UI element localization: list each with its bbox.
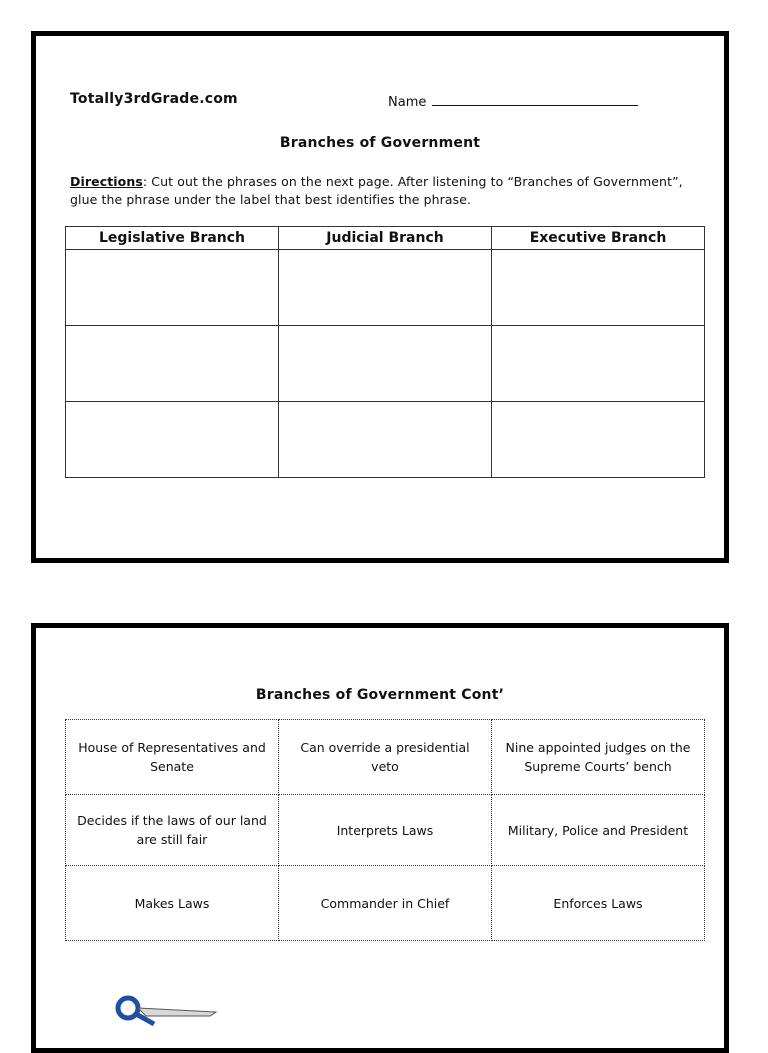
scissors-icon	[106, 994, 226, 1034]
phrase-cell: Can override a presidential veto	[279, 720, 492, 795]
phrase-cell: House of Representatives and Senate	[66, 720, 279, 795]
phrase-cell: Interprets Laws	[279, 795, 492, 866]
phrase-cell: Decides if the laws of our land are still fair	[66, 795, 279, 866]
header-row	[66, 227, 705, 250]
column-header-legislative: Legislative Branch	[66, 227, 279, 250]
phrase-cutout-table	[65, 719, 705, 941]
worksheet-page-1	[31, 31, 729, 563]
blank-cell	[279, 250, 492, 326]
blank-cell	[279, 402, 492, 478]
blank-cell	[279, 326, 492, 402]
phrase-cell: Enforces Laws	[492, 866, 705, 941]
name-blank-line	[432, 93, 638, 106]
blank-cell	[66, 250, 279, 326]
phrase-cell: Commander in Chief	[279, 866, 492, 941]
directions	[70, 173, 700, 209]
table-row	[66, 326, 705, 402]
page-title-continued: Branches of Government Cont’	[255, 687, 505, 703]
table-row	[66, 720, 705, 795]
worksheet-page-2	[31, 623, 729, 1053]
branch-sort-table	[65, 226, 705, 478]
blank-cell	[492, 250, 705, 326]
table-row	[66, 402, 705, 478]
name-label: Name	[388, 95, 427, 110]
column-header-executive: Executive Branch	[492, 227, 705, 250]
blank-cell	[66, 326, 279, 402]
table-row	[66, 795, 705, 866]
site-name: Totally3rdGrade.com	[70, 91, 238, 107]
blank-cell	[492, 326, 705, 402]
blank-cell	[492, 402, 705, 478]
phrase-cell: Makes Laws	[66, 866, 279, 941]
directions-text: : Cut out the phrases on the next page. After listening to “Branches of Government”, glue the phrase under the label that best identifies the phrase.	[70, 174, 683, 207]
table-row	[66, 250, 705, 326]
table-row	[66, 866, 705, 941]
name-field	[388, 93, 638, 110]
phrase-cell: Military, Police and President	[492, 795, 705, 866]
directions-label: Directions	[70, 174, 143, 189]
page-title: Branches of Government	[279, 135, 481, 151]
column-header-judicial: Judicial Branch	[279, 227, 492, 250]
phrase-cell: Nine appointed judges on the Supreme Courts’ bench	[492, 720, 705, 795]
blank-cell	[66, 402, 279, 478]
